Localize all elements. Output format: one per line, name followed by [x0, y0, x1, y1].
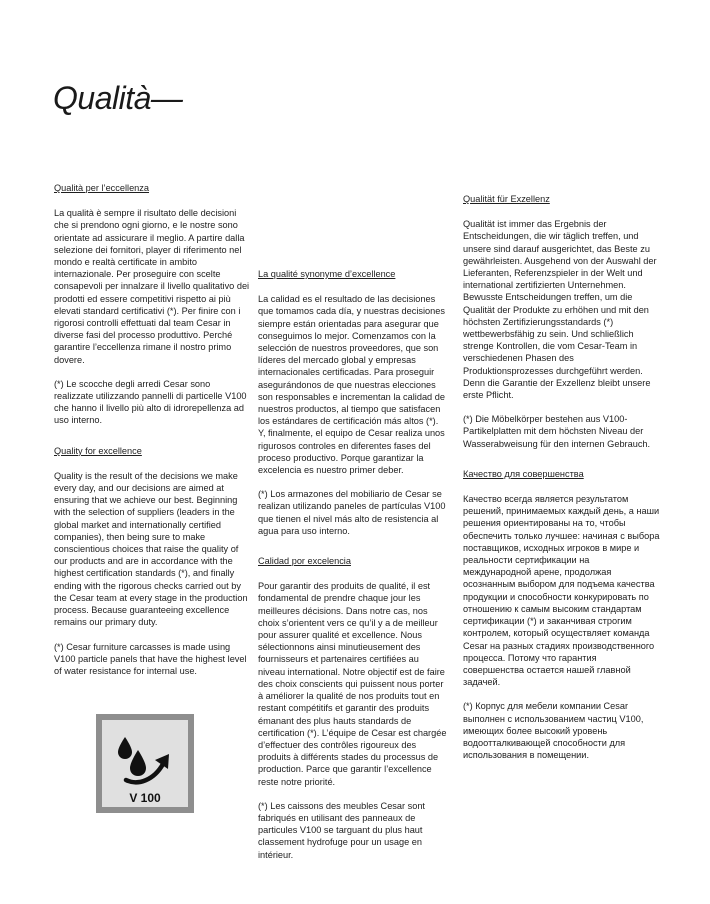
- paragraph-german-main: Qualität ist immer das Ergebnis der Entscheidungen, die wir täglich treffen, und unsere sind darauf ausgerichtet, das Beste zu gewährleisten. Ausgehend von der Auswahl der Lieferanten, Referenzspieler in der Welt und international zertifizierten Unternehmen. Bewusste Entscheidungen treffen, um die Qualität der Produkte zu erhöhen und mit den höchsten Zertifizierungsstandards (*) wettbewerbsfähig zu sein. Und schließlich strenge Kontrollen, die vom Cesar-Team in verschiedenen Phasen des Produktionsprozesses durchgeführt werden. Denn die Garantie der Exzellenz bleibt unsere erste Pflicht.: [463, 219, 657, 401]
- v100-label: V 100: [129, 791, 161, 805]
- section-heading-italian: Qualità per l’eccellenza: [54, 183, 149, 193]
- section-russian: [463, 468, 660, 761]
- section-heading-german: Qualität für Exzellenz: [463, 194, 550, 204]
- paragraph-russian-main: Качество всегда является результатом решений, принимаемых каждый день, а наши решения ориентированы на то, чтобы обеспечить только лучшее: начиная с выбора поставщиков, исходных игроков в мире и реальности сертификации на международной арене, продолжая осознанным выбором для подъема качества продукции и способности конкурировать по отношению к самым высоким стандартам сертификации (*) и заканчивая строгим контролем, который осуществляет команда Cesar на разных стадиях производственного процесса. Потому что гарантия совершенства остается нашей главной задачей.: [463, 494, 660, 688]
- paragraph-french-note: (*) Les caissons des meubles Cesar sont fabriqués en utilisant des panneaux de particules V100 se targuant du plus haut classement hydrofuge pour un usage en intérieur.: [258, 800, 425, 860]
- water-resistance-icon: [116, 736, 176, 788]
- paragraph-italian-note: (*) Le scocche degli arredi Cesar sono realizzate utilizzando pannelli di particelle V100 che hanno il livello più alto di idrorepellenza ad uso interno.: [54, 378, 247, 426]
- section-english: [54, 445, 250, 677]
- section-german: [463, 193, 660, 450]
- paragraph-spanish-main: La calidad es el resultado de las decisiones que tomamos cada día, y nuestras decisiones siempre están orientadas para asegurar que conseguimos lo mejor. Comenzamos con la selección de nuestros proveedores, que son líderes del mercado global y empresas internacionales certificadas. Para proseguir asegurándonos de que nuestras elecciones son responsables e incrementan la calidad de nuestros productos, al tiempo que satisfacen los estándares de certificación más altos (*). Y, finalmente, el equipo de Cesar realiza unos rigurosos controles en diferentes fases del proceso productivo. Porque garantizar la excelencia es nuestro primer deber.: [258, 294, 445, 476]
- v100-badge-inner: [102, 720, 188, 807]
- column-middle: [258, 268, 448, 879]
- paragraph-french-main: Pour garantir des produits de qualité, il est fondamental de prendre chaque jour les meilleures décisions. Dans notre cas, nos choix s’orientent vers ce qu’il y a de meilleur pour assurer qualité et excellence. Nous sélectionnons ainsi minutieusement des fournisseurs et partenaires certifiées au niveau international. Notre objectif est de faire des choix conscients qui puissent nous porter à améliorer la qualité de nos produits tout en restant compétitifs et garantir des produits émanant des plus hauts standards de certification (*). L’équipe de Cesar est chargée d’effectuer des contrôles rigoureux des produits à différents stades du processus de production. Parce que garantir l’excellence reste notre priorité.: [258, 581, 447, 787]
- column-left: [54, 182, 250, 695]
- column-right: [463, 193, 660, 779]
- section-heading-english: Quality for excellence: [54, 445, 142, 456]
- paragraph-spanish-note: (*) Los armazones del mobiliario de Cesar se realizan utilizando paneles de partículas V100 que tienen el nivel más alto de resistencia al agua para uso interno.: [258, 489, 446, 536]
- section-french: [258, 555, 448, 861]
- paragraph-russian-note: (*) Корпус для мебели компании Cesar выполнен с использованием частиц V100, имеющих более высокий уровень водоотталкивающей способности для использования в помещении.: [463, 701, 644, 761]
- section-heading-spanish: La qualité synonyme d’excellence: [258, 269, 396, 279]
- section-heading-russian: Качество для совершенства: [463, 468, 584, 479]
- paragraph-english-note: (*) Cesar furniture carcasses is made using V100 particle panels that have the highest level of water resistance for internal use.: [54, 641, 247, 676]
- paragraph-german-note: (*) Die Möbelkörper bestehen aus V100-Partikelplatten mit dem höchsten Niveau der Wasserabweisung für den internen Gebrauch.: [463, 414, 651, 449]
- section-italian: [54, 182, 250, 427]
- section-heading-french: Calidad por excelencia: [258, 556, 351, 567]
- paragraph-italian-main: La qualità è sempre il risultato delle decisioni che si prendono ogni giorno, e le nostre sono orientate ad assicurare il meglio. A partire dalla selezione dei fornitori, player di riferimento nel mondo e realtà certificate in ambito internazionale. Per proseguire con scelte consapevoli per innalzare il livello qualitativo dei prodotti ed essere competitivi rispetto ai più elevati standard certificativi (*). Per finire con i rigorosi controlli effettuati dal team Cesar in diverse fasi del processo produttivo. Perché garantire l’eccellenza rimane il nostro primo dovere.: [54, 208, 250, 365]
- page-title: Qualità—: [53, 80, 183, 116]
- v100-badge: [96, 714, 194, 813]
- paragraph-english-main: Quality is the result of the decisions we make every day, and our decisions are aimed at ensuring that we achieve our best. Beginning with the selection of suppliers (leaders in the global market and internationally certified companies), then being sure to make conscientious choices that raise the quality of our products and are in accordance with the highest certification standards (*), and finally ending with the rigorous checks carried out by the Cesar team at every stage in the production process. Because guaranteeing excellence remains our primary duty.: [54, 470, 248, 628]
- section-spanish: [258, 268, 448, 537]
